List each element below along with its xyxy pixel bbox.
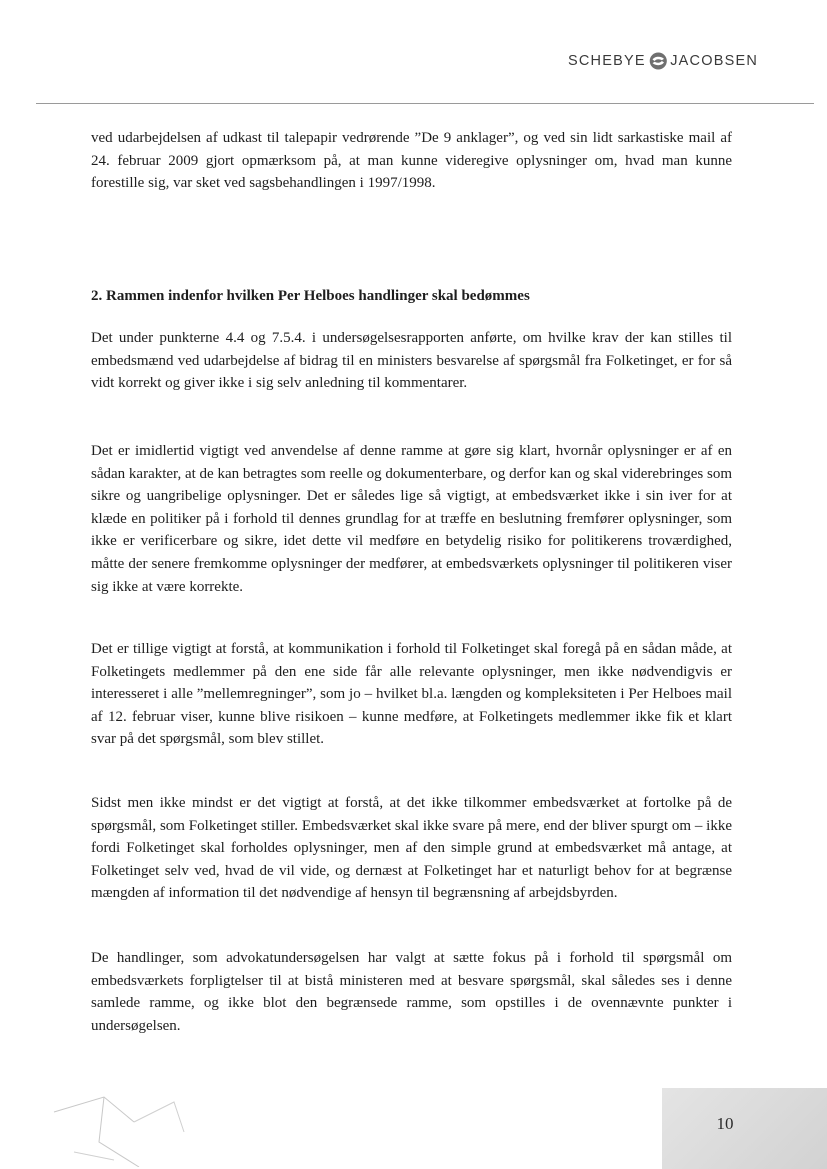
paragraph-3: Det er imidlertid vigtigt ved anvendelse af denne ramme at gøre sig klart, hvornår oplysninger er af en sådan karakter, at de kan betragtes som reelle og dokumenterbare, og derfor kan og skal viderebringes som sikre og uangribelige oplysninger. Det er således lige så vigtigt, at embedsværket ikke i sin iver for at klæde en politiker på i forhold til dennes grundlag for at træffe en beslutning fremfører oplysninger, som ikke er verificerbare og sikre, idet dette vil medføre en betydelig risiko for politikerens troværdighed, måtte der senere fremkomme oplysninger der medfører, at embedsværkets oplysninger til politikeren viser sig ikke at være korrekte. (91, 443, 732, 595)
paragraph-6: De handlinger, som advokatundersøgelsen har valgt at sætte fokus på i forhold til spørgsmål om embedsværkets forpligtelser til at bistå ministeren med at besvare spørgsmål, skal således ses i denne samlede ramme, og ikke blot den begrænsede ramme, som opstilles i de ovennævnte punkter i undersøgelsen. (91, 950, 732, 1034)
page-number: 10 (716, 1114, 734, 1133)
logo-text-left: SCHEBYE (568, 53, 646, 69)
company-logo (568, 46, 758, 76)
paragraph-2: Det under punkterne 4.4 og 7.5.4. i undersøgelsesrapporten anførte, om hvilke krav der kan stilles til embedsmænd ved udarbejdelse af bidrag til en ministers besvarelse af spørgsmål fra Folketinget, er for så vidt korrekt og giver ikke i sig selv anledning til kommentarer. (91, 330, 732, 392)
section-heading: 2. Rammen indenfor hvilken Per Helboes handlinger skal bedømmes (91, 288, 530, 304)
paragraph-1: ved udarbejdelsen af udkast til talepapir vedrørende ”De 9 anklager”, og ved sin lidt sarkastiske mail af 24. februar 2009 gjort opmærksom på, at man kunne videregive oplysninger om, hvad man kunne forestille sig, var sket ved sagsbehandlingen i 1997/1998. (91, 130, 732, 192)
logo-text-right: JACOBSEN (670, 53, 758, 69)
paragraph-4: Det er tillige vigtigt at forstå, at kommunikation i forhold til Folketinget skal foregå på en sådan måde, at Folketingets medlemmer på den ene side får alle relevante oplysninger, men ikke nødvendigvis er interesseret i alle ”mellemregninger”, som jo – hvilket bl.a. længden og kompleksiteten i Per Helboes mail af 12. februar viser, kunne blive risikoen – kunne medføre, at Folketingets medlemmer ikke fik et klart svar på det spørgsmål, som blev stillet. (91, 641, 732, 748)
logo-mark-icon (649, 48, 668, 74)
footer-decoration-icon (44, 1082, 194, 1167)
paragraph-5: Sidst men ikke mindst er det vigtigt at forstå, at det ikke tilkommer embedsværket at fortolke på de spørgsmål, som Folketinget stiller. Embedsværket skal ikke svare på mere, end der bliver spurgt om – ikke fordi Folketinget skal forholdes oplysninger, men af den simple grund at embedsværket må antage, at Folketinget selv ved, hvad de vil vide, og dernæst at Folketinget har et naturligt behov for at begrænse mængden af information til det nødvendige af hensyn til begrænsning af arbejdsbyrden. (91, 795, 732, 902)
header-rule (36, 103, 814, 104)
